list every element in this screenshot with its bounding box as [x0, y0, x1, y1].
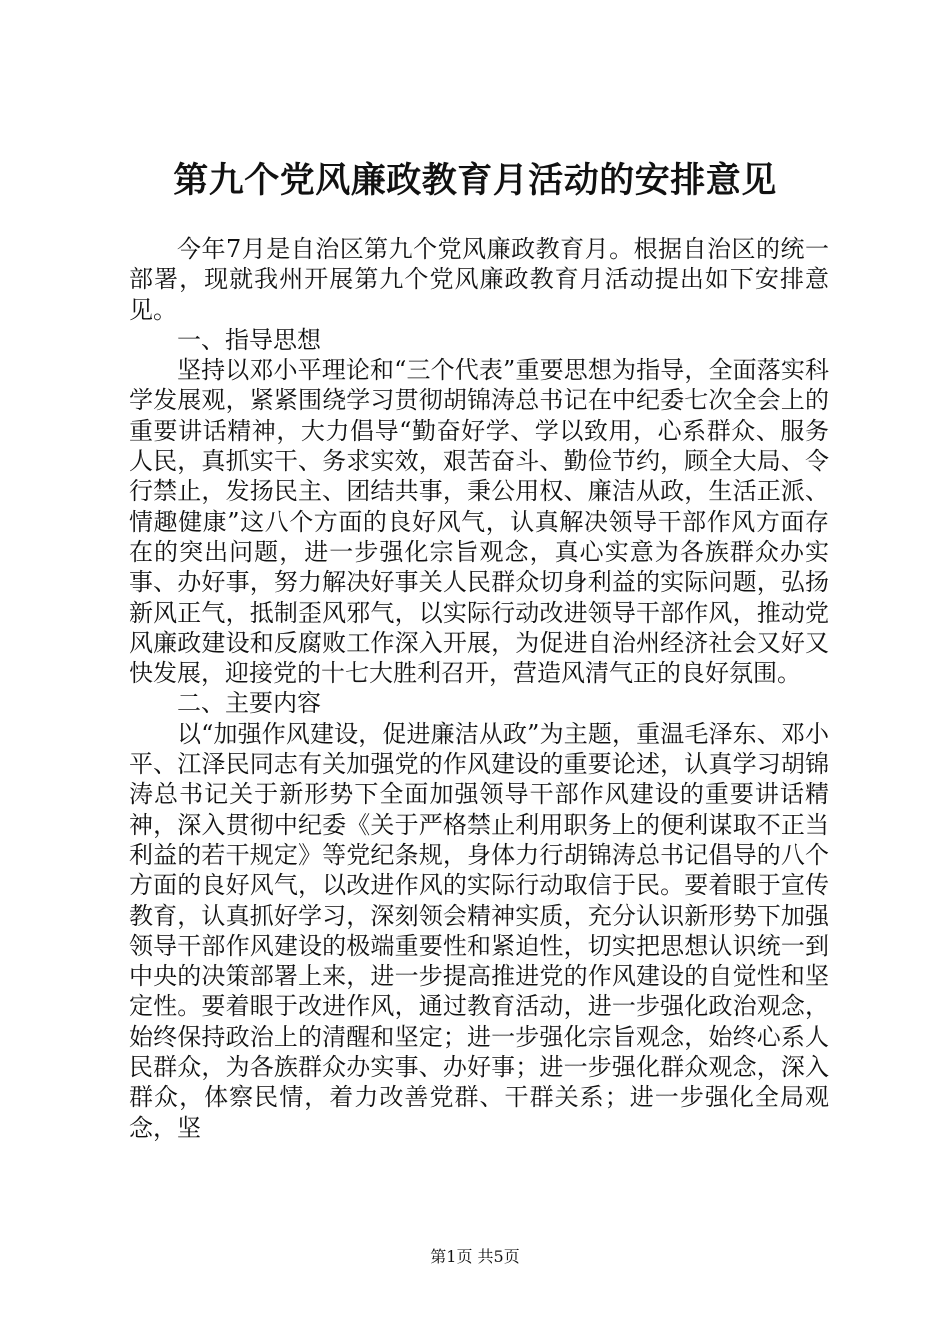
- document-body: [129, 234, 829, 1143]
- page-number: 第1页 共5页: [430, 1247, 520, 1266]
- section-heading-main-content: 二、主要内容: [177, 689, 321, 718]
- section-paragraph-guiding-thought: 坚持以邓小平理论和“三个代表”重要思想为指导，全面落实科学发展观，紧紧围绕学习贯彻胡锦涛总书记在中纪委七次全会上的重要讲话精神，大力倡导“勤奋好学、学以致用，心系群众、服务人民，真抓实干、务求实效，艰苦奋斗、勤俭节约，顾全大局、令行禁止，发扬民主、团结共事，秉公用权、廉洁从政，生活正派、情趣健康”这八个方面的良好风气，认真解决领导干部作风方面存在的突出问题，进一步强化宗旨观念，真心实意为各族群众办实事、办好事，努力解决好事关人民群众切身利益的实际问题，弘扬新风正气，抵制歪风邪气，以实际行动改进领导干部作风，推动党风廉政建设和反腐败工作深入开展，为促进自治州经济社会又好又快发展，迎接党的十七大胜利召开，营造风清气正的良好氛围。: [129, 356, 829, 688]
- section-heading-guiding-thought: 一、指导思想: [177, 325, 321, 354]
- document-title: 第九个党风廉政教育月活动的安排意见: [173, 160, 777, 201]
- section-paragraph-main-content: 以“加强作风建设，促进廉洁从政”为主题，重温毛泽东、邓小平、江泽民同志有关加强党的作风建设的重要论述，认真学习胡锦涛总书记关于新形势下全面加强领导干部作风建设的重要讲话精神，深入贯彻中纪委《关于严格禁止利用职务上的便利谋取不正当利益的若干规定》等党纪条规，身体力行胡锦涛总书记倡导的八个方面的良好风气，以改进作风的实际行动取信于民。要着眼于宣传教育，认真抓好学习，深刻领会精神实质，充分认识新形势下加强领导干部作风建设的极端重要性和紧迫性，切实把思想认识统一到中央的决策部署上来，进一步提高推进党的作风建设的自觉性和坚定性。要着眼于改进作风，通过教育活动，进一步强化政治观念，始终保持政治上的清醒和坚定；进一步强化宗旨观念，始终心系人民群众，为各族群众办实事、办好事；进一步强化群众观念，深入群众，体察民情，着力改善党群、干群关系；进一步强化全局观念，坚: [129, 719, 829, 1142]
- intro-paragraph: 今年7月是自治区第九个党风廉政教育月。根据自治区的统一部署，现就我州开展第九个党风廉政教育月活动提出如下安排意见。: [129, 235, 829, 324]
